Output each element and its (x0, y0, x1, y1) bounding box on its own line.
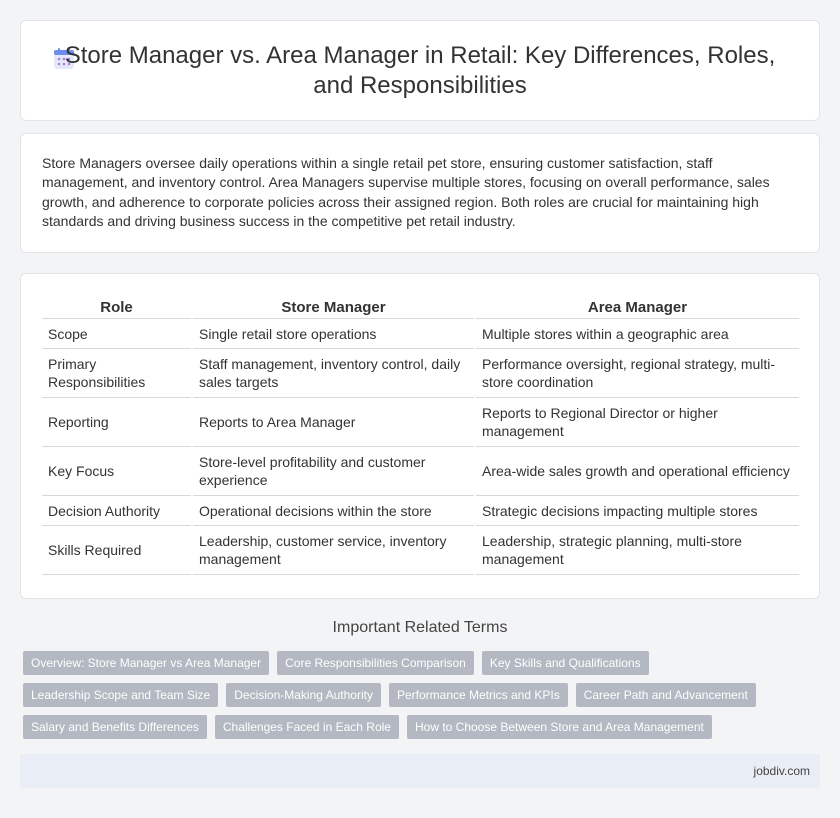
intro-card (20, 133, 820, 253)
area-manager-cell: Strategic decisions impacting multiple stores (475, 496, 799, 526)
header-role: Role (42, 293, 192, 319)
related-terms-list (23, 651, 803, 747)
area-manager-cell: Multiple stores within a geographic area (475, 319, 799, 349)
related-term-chip[interactable]: How to Choose Between Store and Area Management (407, 715, 712, 739)
footer-site-link[interactable]: jobdiv.com (753, 764, 810, 778)
header-card (20, 20, 820, 121)
footer (20, 754, 820, 788)
comparison-card (20, 273, 820, 599)
related-term-chip[interactable]: Decision-Making Authority (226, 683, 381, 707)
row-label: Scope (42, 319, 192, 349)
row-label: Skills Required (42, 526, 192, 575)
comparison-table (42, 293, 799, 575)
row-label: Decision Authority (42, 496, 192, 526)
related-term-chip[interactable]: Core Responsibilities Comparison (277, 651, 474, 675)
table-row (42, 319, 799, 349)
page-title: Store Manager vs. Area Manager in Retail: Key Differences, Roles, and Responsibilities (64, 41, 776, 99)
row-label: Primary Responsibilities (42, 349, 192, 398)
table-header-row (42, 293, 799, 319)
store-manager-cell: Operational decisions within the store (192, 496, 475, 526)
related-term-chip[interactable]: Overview: Store Manager vs Area Manager (23, 651, 269, 675)
related-term-chip[interactable]: Career Path and Advancement (576, 683, 756, 707)
area-manager-cell: Reports to Regional Director or higher management (475, 398, 799, 447)
row-label: Key Focus (42, 447, 192, 496)
store-manager-cell: Reports to Area Manager (192, 398, 475, 447)
table-row (42, 526, 799, 575)
related-term-chip[interactable]: Performance Metrics and KPIs (389, 683, 568, 707)
related-term-chip[interactable]: Leadership Scope and Team Size (23, 683, 218, 707)
store-manager-cell: Single retail store operations (192, 319, 475, 349)
intro-paragraph: Store Managers oversee daily operations within a single retail pet store, ensuring customer satisfaction, staff management, and inventory control. Area Managers supervise multiple stores, focusing on overall performance, sales growth, and adherence to corporate policies across their assigned region. Both roles are crucial for maintaining high standards and driving business success in the competitive pet retail industry. (42, 155, 770, 229)
related-terms-title: Important Related Terms (332, 619, 508, 636)
related-term-chip[interactable]: Challenges Faced in Each Role (215, 715, 399, 739)
area-manager-cell: Performance oversight, regional strategy, multi-store coordination (475, 349, 799, 398)
store-manager-cell: Leadership, customer service, inventory management (192, 526, 475, 575)
related-term-chip[interactable]: Salary and Benefits Differences (23, 715, 207, 739)
row-label: Reporting (42, 398, 192, 447)
table-row (42, 349, 799, 398)
header-store-manager: Store Manager (192, 293, 475, 319)
area-manager-cell: Leadership, strategic planning, multi-store management (475, 526, 799, 575)
store-manager-cell: Staff management, inventory control, daily sales targets (192, 349, 475, 398)
area-manager-cell: Area-wide sales growth and operational efficiency (475, 447, 799, 496)
table-row (42, 447, 799, 496)
table-row (42, 496, 799, 526)
header-area-manager: Area Manager (475, 293, 799, 319)
related-term-chip[interactable]: Key Skills and Qualifications (482, 651, 649, 675)
table-row (42, 398, 799, 447)
store-manager-cell: Store-level profitability and customer experience (192, 447, 475, 496)
